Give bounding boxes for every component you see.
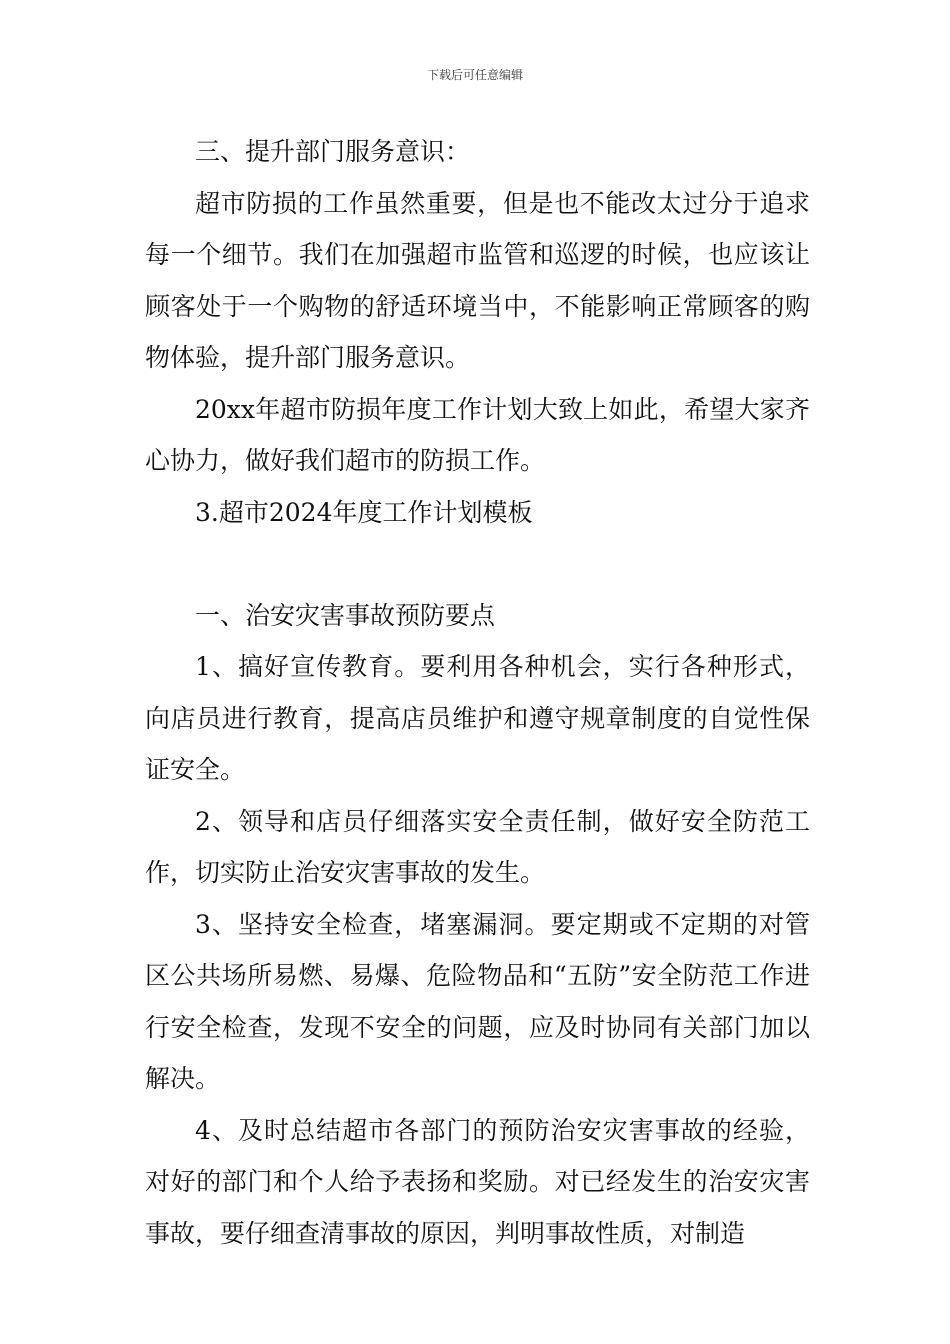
section-heading-prevention: 一、治安灾害事故预防要点 bbox=[195, 600, 496, 630]
paragraph: 超市防损的工作虽然重要，但是也不能改太过分于追求每一个细节。我们在加强超市监管和巡逻的时候，也应该让顾客处于一个购物的舒适环境当中，不能影响正常顾客的购物体验，提升部门服务意识。 bbox=[145, 188, 810, 372]
document-title: 3.超市2024年度工作计划模板 bbox=[195, 497, 533, 527]
blank-line bbox=[145, 538, 810, 590]
list-item: 3、坚持安全检查，堵塞漏洞。要定期或不定期的对管区公共场所易燃、易爆、危险物品和“五防”安全防范工作进行安全检查，发现不安全的问题，应及时协同有关部门加以解决。 bbox=[145, 909, 810, 1093]
section-heading-service: 三、提升部门服务意识： bbox=[195, 137, 471, 166]
document-body bbox=[145, 126, 810, 1259]
list-item: 1、搞好宣传教育。要利用各种机会，实行各种形式，向店员进行教育，提高店员维护和遵守规章制度的自觉性保证安全。 bbox=[145, 652, 810, 784]
paragraph: 20xx年超市防损年度工作计划大致上如此，希望大家齐心协力，做好我们超市的防损工作。 bbox=[145, 394, 810, 475]
page-header: 下载后可任意编辑 bbox=[426, 68, 523, 82]
list-item: 4、及时总结超市各部门的预防治安灾害事故的经验，对好的部门和个人给予表扬和奖励。对已经发生的治安灾害事故，要仔细查清事故的原因，判明事故性质，对制造 bbox=[145, 1115, 810, 1248]
list-item: 2、领导和店员仔细落实安全责任制，做好安全防范工作，切实防止治安灾害事故的发生。 bbox=[145, 806, 810, 887]
